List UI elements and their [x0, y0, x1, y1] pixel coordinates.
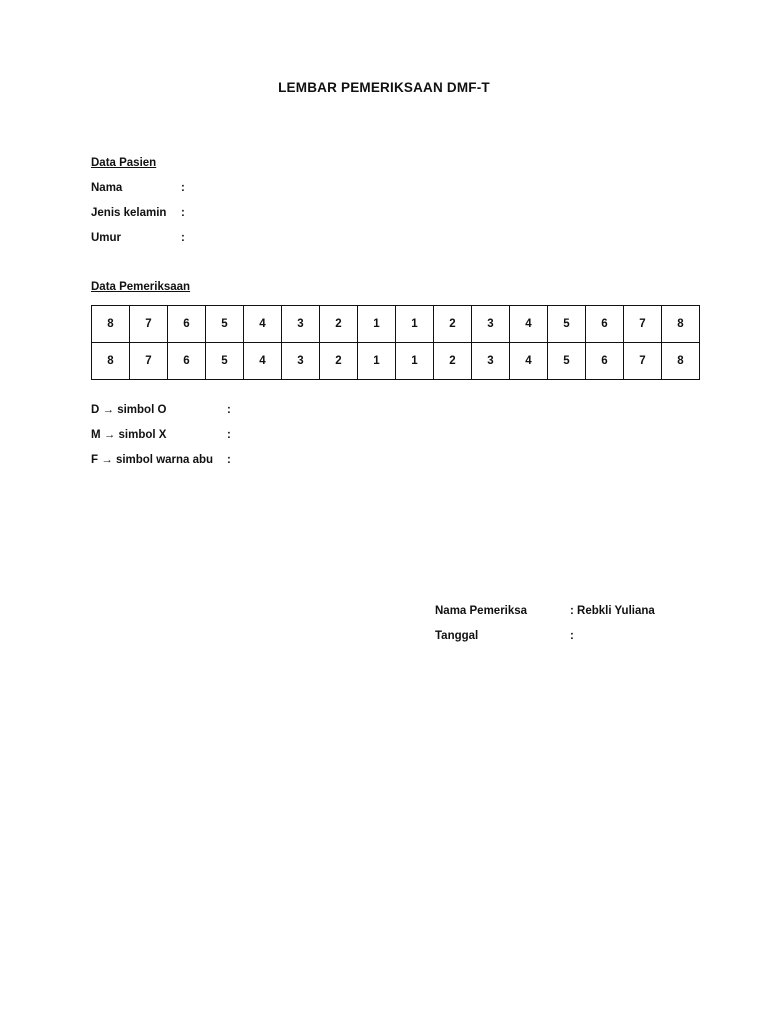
patient-age-label: Umur	[91, 232, 122, 244]
legend-d-colon: :	[227, 404, 231, 416]
tooth-cell: 4	[244, 306, 282, 343]
arrow-right-icon: →	[103, 429, 116, 441]
tooth-cell: 8	[662, 343, 700, 380]
tooth-cell: 2	[434, 306, 472, 343]
exam-date-value: :	[570, 630, 574, 642]
tooth-cell: 6	[586, 343, 624, 380]
legend-f-text: simbol warna abu	[115, 454, 214, 466]
tooth-cell: 5	[206, 306, 244, 343]
patient-name-colon: :	[181, 182, 185, 194]
tooth-cell: 2	[320, 343, 358, 380]
tooth-cell: 1	[358, 343, 396, 380]
tooth-cell: 4	[510, 343, 548, 380]
legend-d-text: simbol O	[117, 404, 167, 416]
patient-age-colon: :	[181, 232, 185, 244]
tooth-chart-table	[91, 305, 700, 380]
legend-m	[91, 429, 166, 441]
patient-gender-label: Jenis kelamin	[91, 207, 167, 219]
page-title: LEMBAR PEMERIKSAAN DMF-T	[278, 80, 490, 95]
patient-gender-colon: :	[181, 207, 185, 219]
tooth-cell: 6	[168, 343, 206, 380]
tooth-cell: 7	[624, 343, 662, 380]
legend-d-code: D	[91, 404, 100, 416]
examiner-name-value: : Rebkli Yuliana	[570, 605, 655, 617]
arrow-right-icon: →	[102, 404, 115, 416]
legend-f-code: F	[91, 454, 99, 466]
tooth-cell: 8	[662, 306, 700, 343]
tooth-cell: 1	[396, 343, 434, 380]
legend-d	[91, 404, 166, 416]
tooth-cell: 5	[206, 343, 244, 380]
tooth-cell: 3	[472, 306, 510, 343]
tooth-cell: 7	[130, 306, 168, 343]
exam-date-label: Tanggal	[435, 630, 479, 642]
tooth-row-lower	[92, 343, 700, 380]
tooth-cell: 6	[168, 306, 206, 343]
legend-m-code: M	[91, 429, 101, 441]
tooth-cell: 5	[548, 343, 586, 380]
tooth-cell: 5	[548, 306, 586, 343]
tooth-cell: 1	[358, 306, 396, 343]
tooth-cell: 7	[624, 306, 662, 343]
tooth-cell: 1	[396, 306, 434, 343]
tooth-cell: 4	[510, 306, 548, 343]
tooth-cell: 7	[130, 343, 168, 380]
examiner-name-label: Nama Pemeriksa	[435, 605, 528, 617]
legend-m-text: simbol X	[118, 429, 167, 441]
tooth-cell: 6	[586, 306, 624, 343]
legend-f-colon: :	[227, 454, 231, 466]
exam-section-heading: Data Pemeriksaan	[91, 281, 191, 293]
tooth-cell: 2	[434, 343, 472, 380]
patient-name-label: Nama	[91, 182, 123, 194]
tooth-cell: 4	[244, 343, 282, 380]
tooth-cell: 8	[92, 306, 130, 343]
arrow-right-icon: →	[101, 454, 113, 466]
tooth-cell: 3	[282, 343, 320, 380]
tooth-cell: 8	[92, 343, 130, 380]
tooth-row-upper	[92, 306, 700, 343]
patient-section-heading: Data Pasien	[91, 157, 157, 169]
legend-m-colon: :	[227, 429, 231, 441]
tooth-cell: 3	[282, 306, 320, 343]
legend-f	[91, 454, 213, 466]
tooth-cell: 2	[320, 306, 358, 343]
tooth-cell: 3	[472, 343, 510, 380]
